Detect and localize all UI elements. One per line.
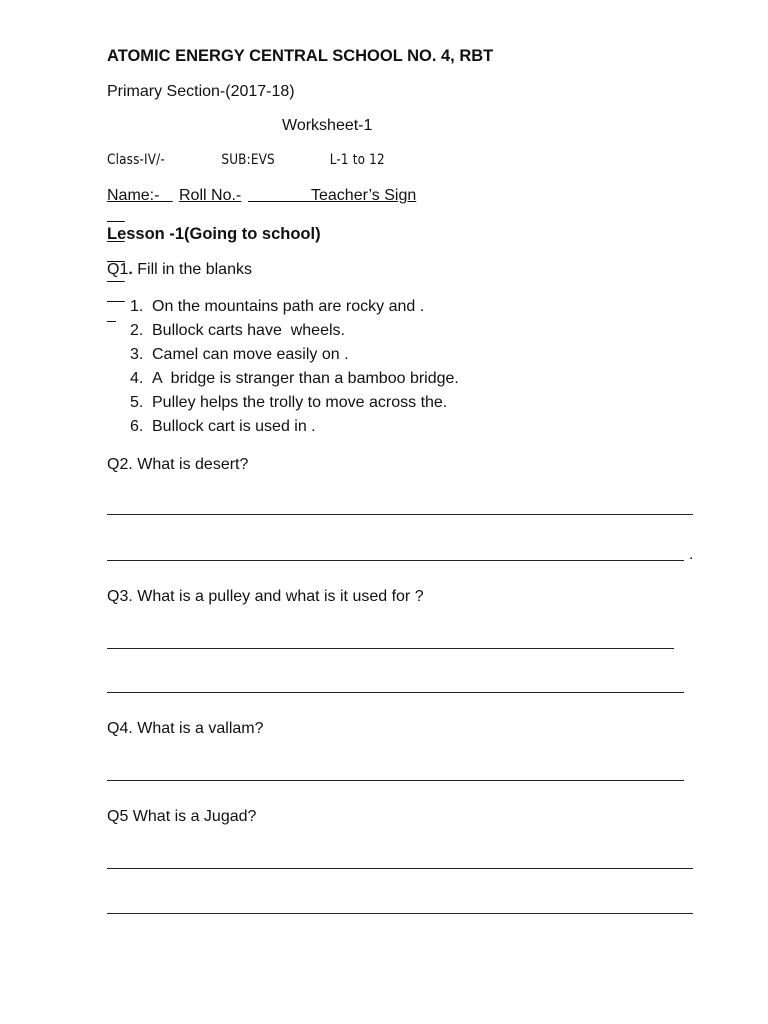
answer-line[interactable] (107, 868, 693, 869)
answer-line[interactable] (107, 514, 693, 515)
q2-question: Q2. What is desert? (107, 456, 249, 473)
teacher-sign-label: Teacher’s Sign (311, 187, 417, 204)
q1-label: Q1 (107, 261, 129, 278)
q2-end-dot: . (689, 546, 694, 563)
item-number: 6. (130, 418, 144, 435)
item-number: 5. (130, 394, 144, 411)
spacer-underline (155, 186, 173, 206)
worksheet-title: Worksheet-1 (282, 117, 373, 134)
answer-line[interactable] (107, 560, 684, 561)
item-text: Camel can move easily on . (152, 346, 349, 363)
item-text: A bridge is stranger than a bamboo bridge. (152, 370, 459, 387)
item-number: 1. (130, 298, 144, 315)
q1-dot: . (128, 261, 133, 278)
answer-line[interactable] (107, 692, 684, 693)
q4-question: Q4. What is a vallam? (107, 720, 264, 737)
item-text: Bullock cart is used in . (152, 418, 316, 435)
name-label: Name:- (107, 187, 160, 204)
subject-label: SUB:EVS (221, 152, 275, 168)
item-number: 3. (130, 346, 144, 363)
q5-question: Q5 What is a Jugad? (107, 808, 257, 825)
answer-line[interactable] (107, 648, 674, 649)
q1-text: Fill in the blanks (132, 261, 252, 278)
lessons-range: L-1 to 12 (329, 152, 385, 168)
answer-line[interactable] (107, 913, 693, 914)
class-label: Class-IV/- (107, 152, 165, 168)
item-number: 2. (130, 322, 144, 339)
answer-line[interactable] (107, 780, 684, 781)
section-year: Primary Section-(2017-18) (107, 83, 295, 100)
school-title: ATOMIC ENERGY CENTRAL SCHOOL NO. 4, RBT (107, 47, 494, 65)
q1-heading (107, 260, 252, 280)
lesson-heading: Lesson -1(Going to school) (107, 225, 321, 243)
item-text: Pulley helps the trolly to move across the. (152, 394, 448, 411)
roll-label: Roll No.- (179, 187, 242, 204)
q3-question: Q3. What is a pulley and what is it used for ? (107, 588, 424, 605)
item-number: 4. (130, 370, 144, 387)
item-text: On the mountains path are rocky and . (152, 298, 425, 315)
item-text: Bullock carts have wheels. (152, 322, 345, 339)
